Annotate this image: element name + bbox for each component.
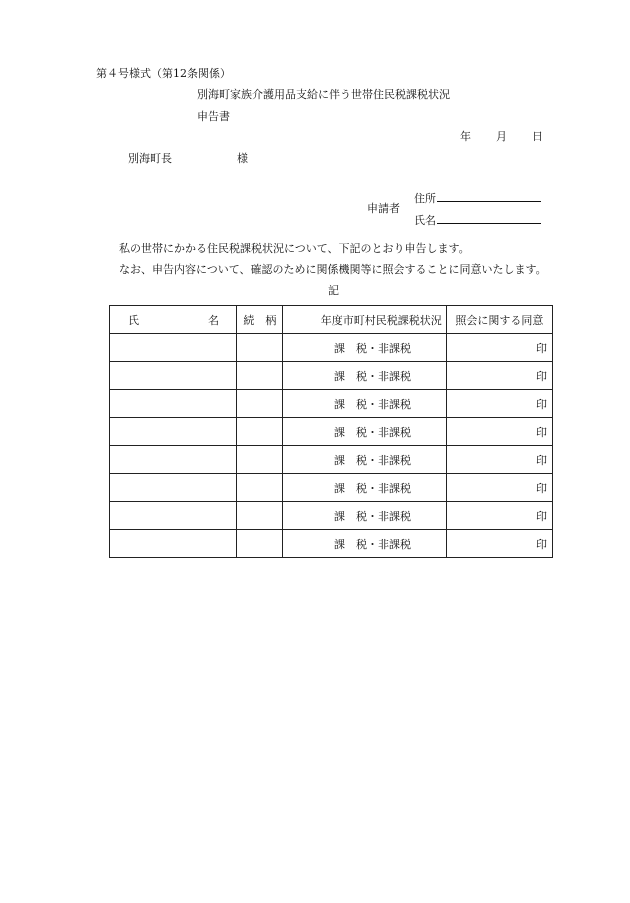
cell-name[interactable]	[110, 502, 237, 530]
ki-heading: 記	[328, 284, 339, 297]
cell-seal[interactable]: 印	[446, 362, 552, 390]
table-row	[110, 362, 553, 390]
cell-seal[interactable]: 印	[446, 474, 552, 502]
form-number: 第４号様式（第12条関係）	[96, 67, 231, 80]
cell-relation[interactable]	[237, 362, 283, 390]
cell-relation[interactable]	[237, 418, 283, 446]
name-underline	[437, 213, 541, 224]
cell-tax-status[interactable]: 課 税・非課税	[283, 530, 446, 558]
name-label: 氏名	[414, 214, 436, 227]
declaration-line-1: 私の世帯にかかる住民税課税状況について、下記のとおり申告します。	[119, 242, 470, 255]
document-title: 別海町家族介護用品支給に伴う世帯住民税課税状況	[197, 88, 450, 101]
name-field[interactable]	[414, 213, 541, 226]
cell-tax-status[interactable]: 課 税・非課税	[283, 362, 446, 390]
cell-name[interactable]	[110, 446, 237, 474]
table-row	[110, 530, 553, 558]
cell-name[interactable]	[110, 474, 237, 502]
table-row	[110, 418, 553, 446]
cell-name[interactable]	[110, 418, 237, 446]
cell-seal[interactable]: 印	[446, 502, 552, 530]
table-row	[110, 390, 553, 418]
cell-tax-status[interactable]: 課 税・非課税	[283, 446, 446, 474]
cell-tax-status[interactable]: 課 税・非課税	[283, 502, 446, 530]
applicant-label: 申請者	[367, 202, 400, 215]
cell-name[interactable]	[110, 530, 237, 558]
cell-tax-status[interactable]: 課 税・非課税	[283, 334, 446, 362]
cell-relation[interactable]	[237, 446, 283, 474]
document-subtitle: 申告書	[197, 110, 230, 123]
household-table	[109, 305, 553, 558]
cell-name[interactable]	[110, 390, 237, 418]
cell-relation[interactable]	[237, 334, 283, 362]
cell-seal[interactable]: 印	[446, 530, 552, 558]
header-tax-status: 年度市町村民税課税状況	[283, 306, 446, 334]
cell-seal[interactable]: 印	[446, 418, 552, 446]
table-row	[110, 446, 553, 474]
cell-relation[interactable]	[237, 474, 283, 502]
cell-tax-status[interactable]: 課 税・非課税	[283, 390, 446, 418]
table-header-row	[110, 306, 553, 334]
date-line	[460, 131, 543, 142]
cell-seal[interactable]: 印	[446, 390, 552, 418]
header-relation: 続 柄	[237, 306, 283, 334]
address-label: 住所	[414, 192, 436, 205]
cell-tax-status[interactable]: 課 税・非課税	[283, 418, 446, 446]
header-consent: 照会に関する同意	[446, 306, 552, 334]
cell-name[interactable]	[110, 334, 237, 362]
date-day-label: 日	[532, 130, 543, 143]
addressee-honorific: 様	[237, 152, 248, 165]
address-field[interactable]	[414, 191, 541, 204]
header-name: 氏 名	[110, 306, 237, 334]
cell-name[interactable]	[110, 362, 237, 390]
date-year-label: 年	[460, 130, 471, 143]
cell-seal[interactable]: 印	[446, 334, 552, 362]
cell-relation[interactable]	[237, 390, 283, 418]
declaration-line-2: なお、申告内容について、確認のために関係機関等に照会することに同意いたします。	[119, 263, 547, 276]
date-month-label: 月	[496, 130, 507, 143]
cell-tax-status[interactable]: 課 税・非課税	[283, 474, 446, 502]
table-row	[110, 474, 553, 502]
cell-relation[interactable]	[237, 530, 283, 558]
addressee-mayor: 別海町長	[128, 152, 172, 165]
cell-relation[interactable]	[237, 502, 283, 530]
address-underline	[437, 191, 541, 202]
table-row	[110, 334, 553, 362]
table-row	[110, 502, 553, 530]
cell-seal[interactable]: 印	[446, 446, 552, 474]
